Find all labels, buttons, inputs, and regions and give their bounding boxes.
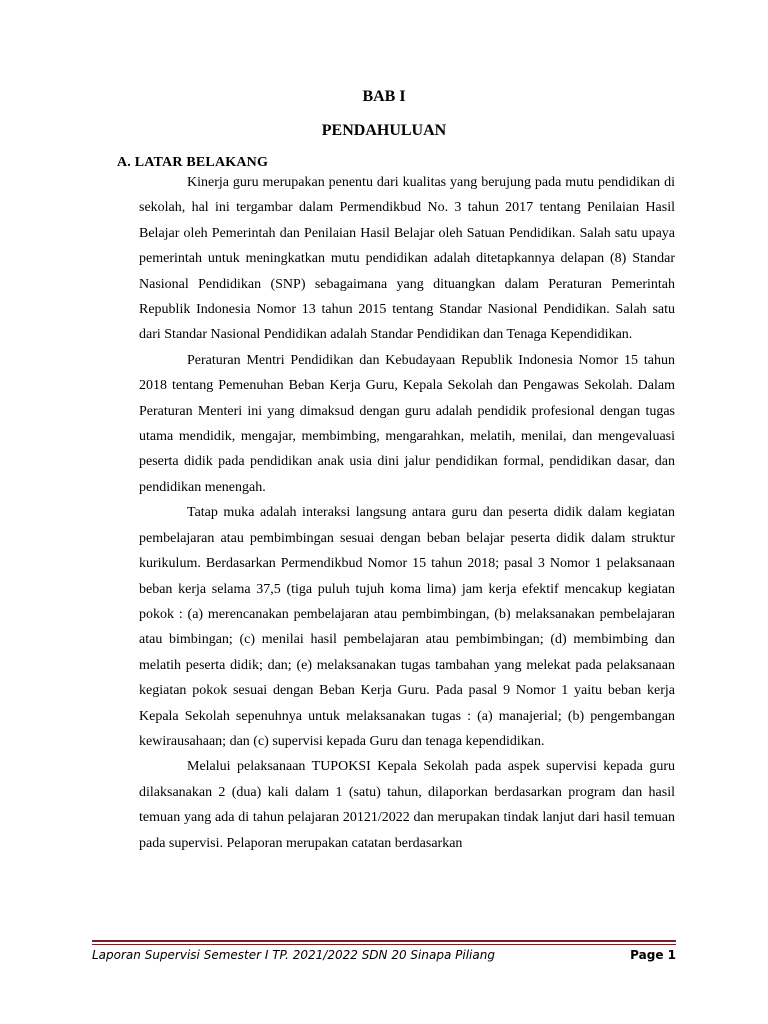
footer-rule-thin: [92, 944, 676, 945]
paragraph: Peraturan Mentri Pendidikan dan Kebudayaan Republik Indonesia Nomor 15 tahun 2018 tentang Pemenuhan Beban Kerja Guru, Kepala Sekolah dan Pengawas Sekolah. Dalam Peraturan Menteri ini yang dimaksud dengan guru adalah pendidik profesional dengan tugas utama mendidik, mengajar, membimbing, mengarahkan, melatih, menilai, dan mengevaluasi peserta didik pada pendidikan anak usia dini jalur pendidikan formal, pendidikan dasar, dan pendidikan menengah.: [139, 352, 675, 495]
chapter-title: PENDAHULUAN: [321, 122, 447, 139]
footer-rule: [92, 940, 676, 942]
paragraph: Melalui pelaksanaan TUPOKSI Kepala Sekolah pada aspek supervisi kepada guru dilaksanakan 2 (dua) kali dalam 1 (satu) tahun, dilaporkan berdasarkan program dan hasil temuan yang ada di tahun pelajaran 20121/2022 dan merupakan tindak lanjut dari hasil temuan pada supervisi. Pelaporan merupakan catatan berdasarkan: [139, 759, 675, 851]
paragraph: Kinerja guru merupakan penentu dari kualitas yang berujung pada mutu pendidikan di sekolah, hal ini tergambar dalam Permendikbud No. 3 tahun 2017 tentang Penilaian Hasil Belajar oleh Pemerintah dan Penilaian Hasil Belajar oleh Satuan Pendidikan. Salah satu upaya pemerintah untuk meningkatkan mutu pendidikan adalah ditetapkannya delapan (8) Standar Nasional Pendidikan (SNP) sebagaimana yang dituangkan dalam Peraturan Pemerintah Republik Indonesia Nomor 13 tahun 2015 tentang Standar Nasional Pendidikan. Salah satu dari Standar Nasional Pendidikan adalah Standar Pendidikan dan Tenaga Kependidikan.: [139, 175, 675, 343]
chapter-heading: BAB I: [362, 88, 406, 105]
body-text: [139, 170, 675, 856]
footer-report-title: Laporan Supervisi Semester I TP. 2021/2022 SDN 20 Sinapa Piliang: [92, 948, 495, 962]
paragraph: Tatap muka adalah interaksi langsung antara guru dan peserta didik dalam kegiatan pembelajaran atau pembimbingan sesuai dengan beban belajar peserta didik dalam struktur kurikulum. Berdasarkan Permendikbud Nomor 15 tahun 2018; pasal 3 Nomor 1 pelaksanaan beban kerja selama 37,5 (tiga puluh tujuh koma lima) jam kerja efektif mencakup kegiatan pokok : (a) merencanakan pembelajaran atau pembimbingan, (b) melaksanakan pembelajaran atau bimbingan; (c) menilai hasil pembelajaran atau pembimbingan; (d) membimbing dan melatih peserta didik; dan; (e) melaksanakan tugas tambahan yang melekat pada pelaksanaan kegiatan pokok sesuai dengan Beban Kerja Guru. Pada pasal 9 Nomor 1 yaitu beban kerja Kepala Sekolah sepenuhnya untuk melaksanakan tugas : (a) manajerial; (b) pengembangan kewirausahaan; dan (c) supervisi kepada Guru dan tenaga kependidikan.: [139, 505, 675, 749]
section-heading: A. LATAR BELAKANG: [117, 155, 269, 170]
page-number: Page 1: [630, 948, 676, 962]
